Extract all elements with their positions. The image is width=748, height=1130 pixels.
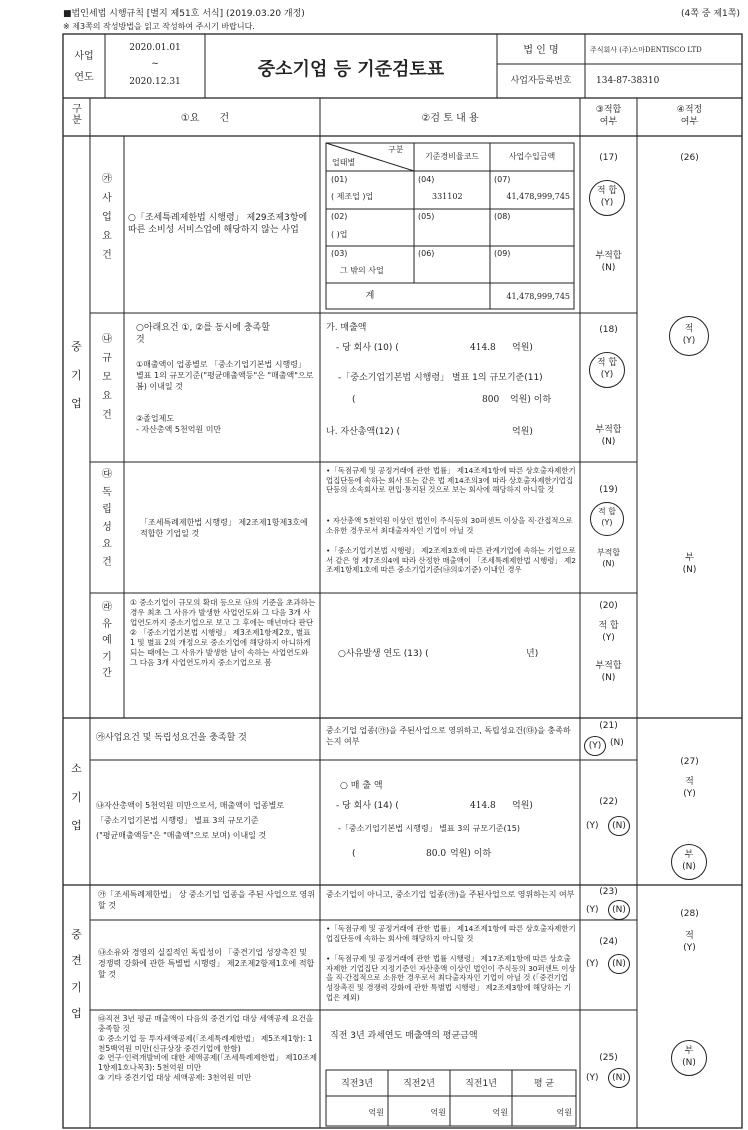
indep-comp-ok: 적 합 (Y) [590,502,624,536]
indep-comp-ng: 부적합 (N) [596,548,621,568]
indep-bullet2: • 자산총액 5천억원 이상인 법인이 주식등의 30퍼센트 이상을 직·간접적으로 소유한 경우로서 최대출자자인 기업이 아닐 것 [326,516,573,535]
indep-bullet1: •「독점규제 및 공정거래에 관한 법률」 제14조제1항에 따른 상호출자제한기업집단등에 속하는 회사 또는 같은 법 제14조의3에 따라 상호출자제한기업집단등의 소속회사로 편입·통지된 것으로 보는 회사에 해당하지 아니할 것 [326,466,576,495]
row2-no: (02) [331,212,348,221]
period-end: 2020.12.31 [129,77,181,87]
small-r2-n: (N) [608,816,630,836]
small-final-ng: 부 (N) [671,844,707,880]
mid-final-ng: 부 (N) [671,1040,707,1076]
scale-comp-ng: 부적합 (N) [595,425,622,448]
mid-year2-label: 직전2년 [403,1079,435,1089]
page-info: (4쪽 중 제1쪽) [681,9,740,19]
fiscal-year-label: 사업 연도 [74,51,94,83]
total-revenue: 41,478,999,745 [506,292,570,301]
header-review: ②검 토 내 용 [421,113,479,124]
table-header-category: 구분 [388,145,404,154]
grace-review-unit: 년) [526,649,539,659]
small-req1: ㉮사업요건 및 독립성요건을 충족할 것 [96,733,247,743]
row1-code: 331102 [432,192,463,201]
small-standard-unit: 억원) 이하 [450,849,492,859]
small-final-no: (27) [680,757,699,767]
small-final-ok: 적 (Y) [683,777,696,800]
indep-bullet3: •「중소기업기본법 시행령」 제2조제3호에 따른 관계기업에 속하는 기업으로서 같은 영 제7조의4에 따라 산정한 매출액이 「조세특례제한법 시행령」 제2조제1항제1호에 따른 중소기업기준(㉯의①기준) 이내인 경우 [326,546,576,575]
grace-review: ○사유발생 연도 (13) ( [338,649,429,659]
scale-standard-unit: 억원) 이하 [510,395,552,405]
small-review2-head: ○ 매 출 액 [340,781,383,791]
biz-no-label: 사업자등록번호 [510,76,572,86]
small-req2: ㉯자산총액이 5천억원 미만으로서, 매출액이 업종별로 「중소기업기본법 시행령」 별표 3의 규모기준 ("평균매출액등"은 "매출액"으로 보며) 이내일 것 [96,801,285,841]
small-review2-line2: -「중소기업기본법 시행령」 별표 3의 규모기준(15) [338,824,520,833]
grace-comp-ng: 부적합 (N) [595,661,622,684]
mid-review1: 중소기업이 아니고, 중소기업 업종(㉮)을 주된사업으로 영위하는지 여부 [326,890,575,899]
row1-type: ( 제조업 )업 [331,192,374,201]
mid-r3-n: (N) [608,1068,630,1088]
small-standard-open: ( [352,849,356,859]
mid-req3: ㉰직전 3년 평균 매출액이 다음의 중견기업 대상 세액공제 요건을 충족할 것 ① 중소기업 등 투자세액공제(「조세특례제한법」 제5조제1항): 1천5백억원 미만(신규상장 중견기업에 한함) ② 연구·인력개발비에 대한 세액공제(「조세특례제한법」 제10조제1항제1호나목3): 5천억원 미만 ③ 기타 중견기업 대상 세액공제: 3천억원 미만 [98,1014,317,1083]
mid-req1: ㉮「조세특례제한법」 상 중소기업 업종을 주된 사업으로 영위할 것 [98,890,315,910]
mid-final-no: (28) [680,909,699,919]
small-r1-no: (21) [599,721,618,731]
header-category: 구분 [72,104,82,126]
scale-req-label: ㉯규모요건 [102,334,112,421]
mid-year3-label: 직전3년 [341,1079,373,1089]
row2-rev-no: (08) [494,212,511,221]
row3-code-no: (06) [418,249,435,258]
mid-review3: 직전 3년 과세연도 매출액의 평균금액 [330,1031,478,1041]
scale-standard-line: -「중소기업기본법 시행령」 별표 1의 규모기준(11) [338,373,543,383]
total-label: 계 [365,291,375,301]
business-requirement: ○「조세특례제한법 시행령」 제29조제3항에 따른 소비성 서비스업에 해당하지 않는 사업 [128,213,308,236]
sme-final-no: (26) [680,153,699,163]
mid-r1-y: (Y) [586,905,599,915]
sme-final-ng: 부 (N) [682,553,697,576]
table-header-code: 기준경비율코드 [424,152,480,161]
row2-code-no: (05) [418,212,435,221]
corp-name-label: 법 인 명 [523,45,559,56]
row3-no: (03) [331,249,348,258]
header-final: ④적정 여부 [676,105,703,128]
section-small: 소 기 업 [71,762,82,833]
mid-average-unit: 억원 [556,1108,572,1117]
small-standard-value: 80.0 [426,849,447,859]
form-title: 중소기업 등 기준검토표 [257,59,445,80]
grace-comp-ok: 적 합 (Y) [598,621,619,644]
business-req-label: ㉮사업요건 [102,174,112,261]
section-sme: 중 기 업 [71,340,82,411]
mid-r2-no: (24) [599,937,618,947]
mid-review2-bullet1: •「독점규제 및 공정거래에 관한 법률」 제14조제1항에 따른 상호출자제한기업집단등에 속하는 회사에 해당하지 아니할 것 [326,924,576,943]
corp-name-value: 주식회사 (주)스마DENTISCO LTD [590,46,702,54]
scale-comp-no: (18) [599,325,618,335]
mid-req2: ㉯소유와 경영의 실질적인 독립성이 「중견기업 성장촉진 및 경쟁력 강화에 관한 특별법 시행령」 제2조제2항제1호에 적합할 것 [98,948,315,979]
row1-revenue: 41,478,999,745 [506,192,570,201]
small-review2-line1: - 당 회사 (14) ( [336,801,399,811]
scale-asset-line: 나. 자산총액(12) ( [326,427,401,437]
scale-standard-value: 800 [482,395,500,405]
small-review1: 중소기업 업종(㉮)을 주된사업으로 영위하고, 독립성요건(㉰)을 충족하는지 여부 [326,726,571,746]
indep-comp-no: (19) [599,485,618,495]
mid-year3-unit: 억원 [368,1108,384,1117]
small-r2-y: (Y) [586,821,599,831]
mid-review2-bullet2: •「독점규제 및 공정거래에 관한 법률 시행령」 제17조제1항에 따른 상호출자제한 기업집단 지정기준인 자산총액 이상인 법인이 주식등의 30퍼센트 이상을 직·간접적으로 소유한 경우로서 최다출자자인 기업이 아닐 것 (「중견기업 성장촉진 및 경쟁력 강화에 관한 특별법 시행령」 제2조제3항에 해당하는 기업은 제외) [326,954,576,1002]
period-separator: ~ [151,59,159,69]
form-reference: ■법인세법 시행규칙 [별지 제51호 서식] (2019.03.20 개정) [63,9,305,19]
small-r1-y: (Y) [584,736,606,756]
indep-req-label: ㉰독립성요건 [102,469,112,568]
scale-standard-open: ( [352,395,356,405]
section-mid: 중 견 기 업 [71,928,82,1021]
scale-req2: ①매출액이 업종별로 「중소기업기본법 시행령」 별표 1의 규모기준("평균매출액등"은 "매출액"으로 봄) 이내일 것 [136,360,314,391]
mid-year1-unit: 억원 [492,1108,508,1117]
row3-type: 그 밖의 사업 [340,266,384,275]
mid-final-ok: 적 (Y) [683,931,696,954]
writing-note: ※ 제3쪽의 작성방법을 읽고 작성하여 주시기 바랍니다. [63,22,255,31]
scale-revenue-line1: - 당 회사 (10) ( [336,343,399,353]
grace-requirement: ① 중소기업이 규모의 확대 등으로 ㉯의 기준을 초과하는 경우 최초 그 사유가 발생한 사업연도와 그 다음 3개 사업연도까지 중소기업으로 보고 그 후에는 매년마다 판단 ② 「중소기업기본법 시행령」 제3조제1항제2호, 별표 1 및 별표 2의 개정으로 중소기업에 해당하지 아니하게 되는 때에는 그 사유가 발생한 날이 속하는 사업연도와 그 다음 3개 사업연도까지 중소기업으로 봄 [130,598,316,668]
mid-average-label: 평 균 [533,1079,555,1089]
mid-r3-no: (25) [599,1053,618,1063]
indep-requirement: 「조세특례제한법 시행령」 제2조제1항제3호에 적합한 기업일 것 [140,518,308,538]
small-r1-n: (N) [610,738,624,748]
mid-year2-unit: 억원 [430,1108,446,1117]
business-comp-ng: 부적합 (N) [595,251,622,274]
mid-r2-n: (N) [608,954,630,974]
grace-comp-no: (20) [599,601,618,611]
mid-r2-y: (Y) [586,959,599,969]
business-comp-no: (17) [599,153,618,163]
small-review2-value: 414.8 [470,801,496,811]
scale-asset-unit: 억원) [512,427,533,437]
scale-req3: ②졸업제도 - 자산총액 5천억원 미만 [136,414,222,434]
row1-rev-no: (07) [494,175,511,184]
business-comp-ok: 적 합 (Y) [589,180,625,216]
scale-revenue-head: 가. 매출액 [326,323,367,333]
mid-r3-y: (Y) [586,1073,599,1083]
mid-r1-n: (N) [608,900,630,920]
row3-rev-no: (09) [494,249,511,258]
period-start: 2020.01.01 [129,43,181,53]
row1-no: (01) [331,175,348,184]
header-compliance: ③적합 여부 [595,105,622,128]
mid-year1-label: 직전1년 [465,1079,497,1089]
biz-no-value: 134-87-38310 [596,76,660,86]
scale-revenue-value: 414.8 [470,343,496,353]
small-review2-unit: 억원) [512,801,533,811]
small-r2-no: (22) [599,797,618,807]
scale-revenue-unit: 억원) [512,343,533,353]
header-requirement: ①요 건 [180,113,230,124]
scale-req1: ○아래요건 ①, ②를 동시에 충족할 것 [136,323,270,346]
table-header-business: 업태별 [332,158,356,167]
mid-r1-no: (23) [599,887,618,897]
scale-comp-ok: 적 합 (Y) [589,352,625,388]
table-header-revenue: 사업수입금액 [508,152,556,161]
grace-req-label: ㉱유예기간 [102,602,112,679]
row1-code-no: (04) [418,175,435,184]
sme-final-ok: 적 (Y) [669,316,709,356]
row2-type: ( )업 [331,230,348,239]
